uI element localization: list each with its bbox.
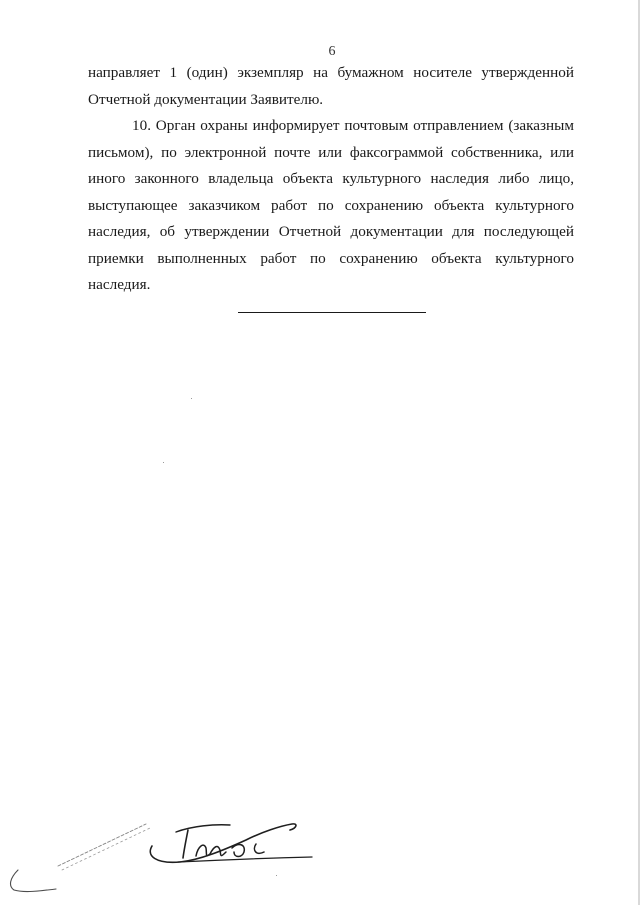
scan-speck — [191, 398, 192, 399]
page-number: 6 — [328, 44, 336, 59]
end-separator-line — [238, 312, 426, 313]
scan-speck — [163, 462, 164, 463]
handwritten-signature — [0, 800, 340, 905]
paragraph-item-10: 10. Орган охраны информирует почтовым отправлением (заказным письмом), по электронной почте или факсограммой собственника, или иного законного владельца объекта культурного наследия либо лицо, выступающее заказчиком работ по сохранению объекта культурного наследия, об утверждении Отчетной документации для последующей приемки выполненных работ по сохранению объекта культурного наследия. — [88, 117, 574, 293]
paragraph-continuation: направляет 1 (один) экземпляр на бумажном носителе утвержденной Отчетной документации Заявителю. — [88, 64, 574, 108]
